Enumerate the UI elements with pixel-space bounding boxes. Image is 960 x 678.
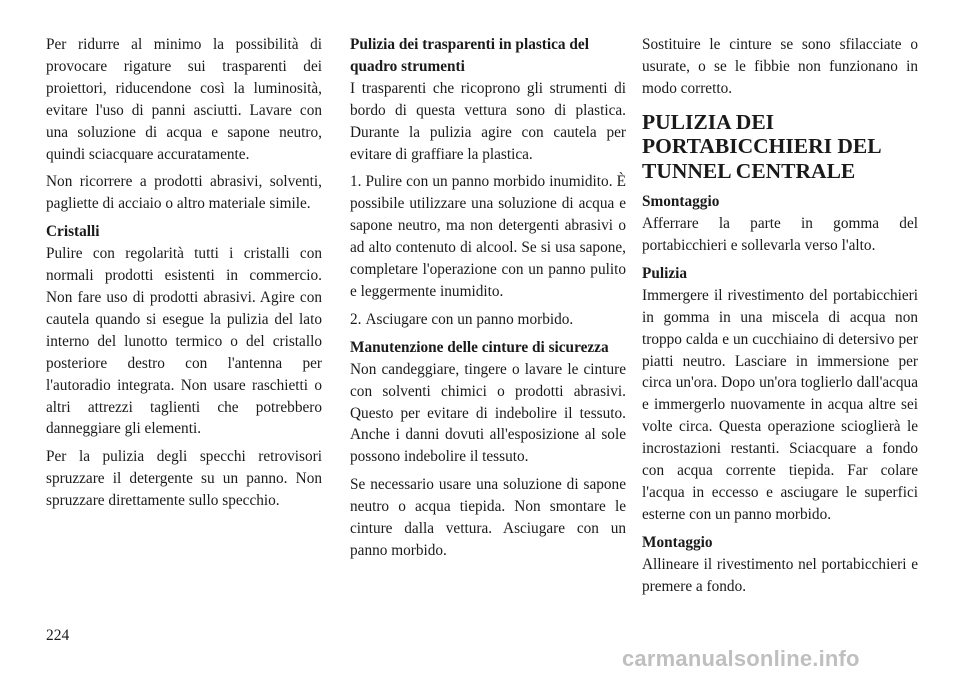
- step-2-text: Asciugare con un panno morbido.: [365, 310, 574, 328]
- heading-plastic-lenses: Pulizia dei trasparenti in plastica del quadro strumenti: [350, 36, 589, 75]
- paragraph-seat-belts-soap: Se necessario usare una soluzione di sapone neutro o acqua tiepida. Non smontare le cinture dalla vettura. Asciugare con un panno morbido.: [350, 476, 626, 559]
- paragraph-headlamp-lenses: Per ridurre al minimo la possibilità di provocare rigature sui trasparenti dei proiettori, riducendone così la luminosità, evitare l'uso di panni asciutti. Lavare con una soluzione di acqua e sapone neutro, quindi sciacquare accuratamente.: [46, 36, 322, 163]
- column-left: [46, 34, 322, 518]
- column-middle: [350, 34, 626, 568]
- step-1: [350, 171, 626, 302]
- page-number: 224: [46, 627, 70, 644]
- paragraph-pulizia: Immergere il rivestimento del portabicchieri in gomma in una miscela di acqua non troppo calda e un cucchiaino di detersivo per piatti neutro. Lasciare in immersione per circa un'ora. Dopo un'ora toglierlo dall'acqua e immergerlo nuovamente in acqua altre sei volte circa. Questa operazione scioglierà le incrostazioni restanti. Sciacquare a fondo con acqua corrente tiepida. Far colare l'acqua in eccesso e asciugare le superfici esterne con un panno morbido.: [642, 286, 918, 523]
- paragraph-seat-belts: Non candeggiare, tingere o lavare le cinture con solventi chimici o prodotti abrasivi. Questo per evitare di indebolire il tessuto. Anche i danni dovuti all'esposizione al sole possono indebolire il tessuto.: [350, 360, 626, 466]
- step-2-number: 2.: [350, 310, 362, 328]
- paragraph-montaggio: Allineare il rivestimento nel portabicchieri e premere a fondo.: [642, 555, 918, 595]
- paragraph-cristalli: Pulire con regolarità tutti i cristalli con normali prodotti esistenti in commercio. Non fare uso di prodotti abrasivi. Agire con cautela quando si esegue la pulizia del lato interno del lunotto termico o del cristallo posteriore destro con l'antenna per l'autoradio integrata. Non usare raschietti o altri attrezzi taglienti che potrebbero danneggiare gli elementi.: [46, 245, 322, 438]
- heading-seat-belts: Manutenzione delle cinture di sicurezza: [350, 338, 609, 356]
- step-2: [350, 309, 626, 331]
- paragraph-mirrors: Per la pulizia degli specchi retrovisori spruzzare il detergente su un panno. Non spruzzare direttamente sullo specchio.: [46, 448, 322, 510]
- paragraph-no-abrasives: Non ricorrere a prodotti abrasivi, solventi, pagliette di acciaio o altro materiale simile.: [46, 173, 322, 213]
- heading-montaggio: Montaggio: [642, 533, 713, 551]
- heading-pulizia: Pulizia: [642, 264, 688, 282]
- heading-smontaggio: Smontaggio: [642, 193, 720, 211]
- step-1-text: Pulire con un panno morbido inumidito. È possibile utilizzare una soluzione di acqua e sapone neutro, ma non detergenti abrasivi o ad alto contenuto di alcool. Se si usa sapone, completare l'operazione con un panno pulito e leggermente inumidito.: [350, 173, 626, 300]
- step-1-number: 1.: [350, 173, 362, 191]
- paragraph-plastic-lenses: I trasparenti che ricoprono gli strumenti di bordo di questa vettura sono di plastica. Durante la pulizia agire con cautela per evitare di graffiare la plastica.: [350, 79, 626, 163]
- section-title-cupholders: PULIZIA DEI PORTABICCHIERI DEL TUNNEL CENTRALE: [642, 109, 881, 183]
- paragraph-replace-belts: Sostituire le cinture se sono sfilacciate o usurate, o se le fibbie non funzionano in modo corretto.: [642, 36, 918, 97]
- column-right: [642, 34, 918, 604]
- heading-cristalli: Cristalli: [46, 223, 100, 241]
- watermark: carmanualsonline.info: [622, 646, 860, 671]
- paragraph-smontaggio: Afferrare la parte in gomma del portabicchieri e sollevarla verso l'alto.: [642, 215, 918, 255]
